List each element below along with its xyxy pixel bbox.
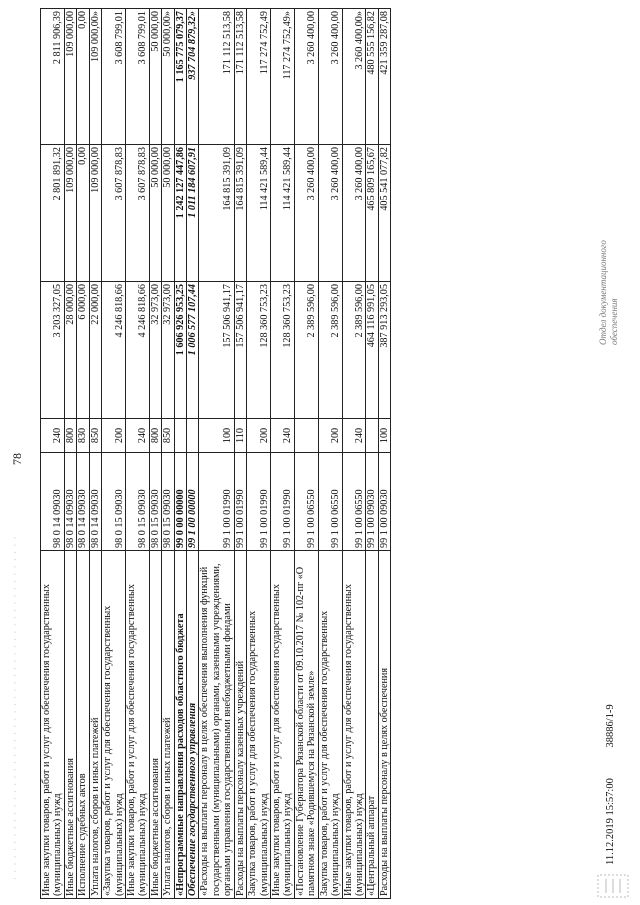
row-amount-2019-cell: 157 506 941,17 xyxy=(199,282,234,419)
row-amount-2021-cell: 3 260 400,00 xyxy=(294,9,318,145)
row-amount-2020-cell: 3 607 878,83 xyxy=(102,145,126,282)
table-row xyxy=(366,9,378,899)
row-code-cell: 99 1 00 01990 xyxy=(271,453,295,551)
table-row xyxy=(187,9,199,899)
row-amount-2021-cell: 3 608 799,01 xyxy=(125,9,149,145)
row-name-cell: Обеспечение государственного управления xyxy=(187,551,199,899)
row-vr-cell: 240 xyxy=(271,419,295,453)
row-name-cell: Исполнение судебных актов xyxy=(77,551,89,899)
row-code-cell: 99 1 00 06550 xyxy=(318,453,342,551)
row-code-cell: 99 0 00 00000 xyxy=(174,453,186,551)
row-amount-2021-cell: 50 000,00» xyxy=(162,9,174,145)
row-amount-2019-cell: 32 973,00 xyxy=(149,282,161,419)
row-vr-cell: 240 xyxy=(125,419,149,453)
row-amount-2019-cell: 4 246 818,66 xyxy=(102,282,126,419)
footer-doc-id: 38886/1-9 xyxy=(605,704,616,748)
table-row xyxy=(89,9,101,899)
row-name-cell: Расходы на выплаты персоналу казенных учреждений xyxy=(234,551,246,899)
table-row xyxy=(247,9,271,899)
row-amount-2019-cell: 387 913 293,05 xyxy=(378,282,390,419)
page-number: 78 xyxy=(10,453,24,465)
row-amount-2020-cell: 109 000,00 xyxy=(64,145,76,282)
row-name-cell: Иные закупки товаров, работ и услуг для обеспечения государственных (муниципальных) нужд xyxy=(271,551,295,899)
table-row xyxy=(294,9,318,899)
row-name-cell: Иные бюджетные ассигнования xyxy=(149,551,161,899)
budget-table xyxy=(40,8,391,899)
row-amount-2019-cell: 1 006 577 107,44 xyxy=(187,282,199,419)
row-vr-cell: 200 xyxy=(247,419,271,453)
row-vr-cell: 800 xyxy=(64,419,76,453)
row-name-cell: Закупка товаров, работ и услуг для обеспечения государственных (муниципальных) нужд xyxy=(318,551,342,899)
row-amount-2019-cell: 1 606 926 953,25 xyxy=(174,282,186,419)
table-row xyxy=(102,9,126,899)
row-amount-2019-cell: 6 000,00 xyxy=(77,282,89,419)
table-row xyxy=(199,9,234,899)
row-amount-2019-cell: 3 203 327,05 xyxy=(41,282,65,419)
row-vr-cell: 800 xyxy=(149,419,161,453)
row-vr-cell xyxy=(366,419,378,453)
table-row xyxy=(174,9,186,899)
row-name-cell: «Закупка товаров, работ и услуг для обеспечения государственных (муниципальных) нужд xyxy=(102,551,126,899)
row-amount-2020-cell: 1 011 184 607,91 xyxy=(187,145,199,282)
row-amount-2021-cell: 171 112 513,58 xyxy=(199,9,234,145)
row-name-cell: Иные закупки товаров, работ и услуг для обеспечения государственных (муниципальных) нужд xyxy=(342,551,366,899)
table-row xyxy=(64,9,76,899)
table-row xyxy=(318,9,342,899)
row-amount-2021-cell: 1 165 775 079,37 xyxy=(174,9,186,145)
row-amount-2019-cell: 464 116 991,05 xyxy=(366,282,378,419)
row-amount-2019-cell: 32 973,00 xyxy=(162,282,174,419)
row-amount-2019-cell: 128 360 753,23 xyxy=(271,282,295,419)
row-amount-2020-cell: 465 809 165,67 xyxy=(366,145,378,282)
table-row xyxy=(271,9,295,899)
row-code-cell: 98 0 14 09030 xyxy=(41,453,65,551)
row-amount-2019-cell: 2 389 596,00 xyxy=(318,282,342,419)
row-amount-2021-cell: 117 274 752,49 xyxy=(247,9,271,145)
row-code-cell: 98 0 14 09030 xyxy=(64,453,76,551)
row-vr-cell: 200 xyxy=(318,419,342,453)
row-amount-2020-cell: 3 260 400,00 xyxy=(318,145,342,282)
row-amount-2021-cell: 117 274 752,49» xyxy=(271,9,295,145)
table-row xyxy=(234,9,246,899)
table-row xyxy=(162,9,174,899)
row-amount-2019-cell: 4 246 818,66 xyxy=(125,282,149,419)
table-row xyxy=(77,9,89,899)
row-name-cell: Уплата налогов, сборов и иных платежей xyxy=(89,551,101,899)
row-amount-2020-cell: 164 815 391,09 xyxy=(199,145,234,282)
row-amount-2020-cell: 0,00 xyxy=(77,145,89,282)
row-amount-2019-cell: 28 000,00 xyxy=(64,282,76,419)
table-row xyxy=(378,9,390,899)
row-amount-2020-cell: 109 000,00 xyxy=(89,145,101,282)
row-vr-cell: 110 xyxy=(234,419,246,453)
row-name-cell: Иные закупки товаров, работ и услуг для обеспечения государственных (муниципальных) нужд xyxy=(125,551,149,899)
row-amount-2019-cell: 128 360 753,23 xyxy=(247,282,271,419)
row-vr-cell: 100 xyxy=(378,419,390,453)
row-amount-2021-cell: 937 704 879,32» xyxy=(187,9,199,145)
row-amount-2021-cell: 50 000,00 xyxy=(149,9,161,145)
row-name-cell: Иные закупки товаров, работ и услуг для обеспечения государственных (муниципальных) нужд xyxy=(41,551,65,899)
row-vr-cell: 850 xyxy=(89,419,101,453)
row-name-cell: «Центральный аппарат xyxy=(366,551,378,899)
row-amount-2020-cell: 2 801 891,32 xyxy=(41,145,65,282)
table-row xyxy=(149,9,161,899)
footer-department xyxy=(598,240,620,345)
row-code-cell: 99 1 00 09030 xyxy=(378,453,390,551)
row-name-cell: «Постановление Губернатора Рязанской области от 09.10.2017 № 102-пг «О памятном знаке «Родившемуся на Рязанской земле» xyxy=(294,551,318,899)
row-amount-2020-cell: 50 000,00 xyxy=(162,145,174,282)
table-row xyxy=(41,9,65,899)
stamp-mark-icon xyxy=(596,873,630,899)
budget-table-body xyxy=(41,9,391,899)
row-code-cell: 99 1 00 09030 xyxy=(366,453,378,551)
row-vr-cell xyxy=(294,419,318,453)
row-amount-2020-cell: 164 815 391,09 xyxy=(234,145,246,282)
row-amount-2020-cell: 1 242 127 447,86 xyxy=(174,145,186,282)
row-code-cell: 99 1 00 01990 xyxy=(234,453,246,551)
row-amount-2019-cell: 2 389 596,00 xyxy=(342,282,366,419)
row-code-cell: 99 1 00 06550 xyxy=(294,453,318,551)
row-code-cell: 98 0 15 09030 xyxy=(102,453,126,551)
row-code-cell: 98 0 15 09030 xyxy=(149,453,161,551)
row-name-cell: Иные бюджетные ассигнования xyxy=(64,551,76,899)
row-amount-2021-cell: 0,00 xyxy=(77,9,89,145)
row-code-cell: 98 0 15 09030 xyxy=(162,453,174,551)
footer-meta xyxy=(605,676,616,865)
row-amount-2021-cell: 109 000,00» xyxy=(89,9,101,145)
row-amount-2020-cell: 405 541 077,82 xyxy=(378,145,390,282)
row-code-cell: 98 0 14 09030 xyxy=(77,453,89,551)
row-vr-cell: 100 xyxy=(199,419,234,453)
row-name-cell: Уплата налогов, сборов и иных платежей xyxy=(162,551,174,899)
row-amount-2020-cell: 3 260 400,00 xyxy=(294,145,318,282)
row-code-cell: 98 0 14 09030 xyxy=(89,453,101,551)
row-name-cell: Расходы на выплаты персоналу в целях обеспечения xyxy=(378,551,390,899)
row-amount-2021-cell: 3 260 400,00 xyxy=(318,9,342,145)
row-code-cell: 99 1 00 06550 xyxy=(342,453,366,551)
faint-header-marks: · · · · · · · · · · · · · · · · · · · · · · · · · · · · · · · · · · · · · · · · · · · · · · · · xyxy=(10,535,20,880)
row-name-cell: Закупка товаров, работ и услуг для обеспечения государственных (муниципальных) нужд xyxy=(247,551,271,899)
row-name-cell: «Непрограммные направления расходов областного бюджета xyxy=(174,551,186,899)
row-amount-2021-cell: 480 555 156,82 xyxy=(366,9,378,145)
row-amount-2020-cell: 3 260 400,00 xyxy=(342,145,366,282)
row-code-cell: 98 0 15 09030 xyxy=(125,453,149,551)
row-vr-cell: 830 xyxy=(77,419,89,453)
table-row xyxy=(125,9,149,899)
row-vr-cell: 240 xyxy=(41,419,65,453)
row-amount-2021-cell: 421 359 287,08 xyxy=(378,9,390,145)
row-vr-cell xyxy=(174,419,186,453)
row-amount-2020-cell: 3 607 878,83 xyxy=(125,145,149,282)
row-amount-2019-cell: 22 000,00 xyxy=(89,282,101,419)
row-vr-cell: 240 xyxy=(342,419,366,453)
footer-datetime: 11.12.2019 15:57:00 xyxy=(605,778,616,865)
row-amount-2021-cell: 3 260 400,00» xyxy=(342,9,366,145)
row-name-cell: «Расходы на выплаты персоналу в целях обеспечения выполнения функций государственными (муниципальными) органами, казенными учреждениями, органами управления государственными внебюджетными фондами xyxy=(199,551,234,899)
row-amount-2020-cell: 50 000,00 xyxy=(149,145,161,282)
row-amount-2019-cell: 157 506 941,17 xyxy=(234,282,246,419)
row-amount-2021-cell: 109 000,00 xyxy=(64,9,76,145)
footer-dept-line1: Отдел документационного xyxy=(598,240,608,345)
table-row xyxy=(342,9,366,899)
row-code-cell: 99 1 00 00000 xyxy=(187,453,199,551)
row-code-cell: 99 1 00 01990 xyxy=(199,453,234,551)
row-code-cell: 99 1 00 01990 xyxy=(247,453,271,551)
row-amount-2021-cell: 171 112 513,58 xyxy=(234,9,246,145)
row-amount-2021-cell: 3 608 799,01 xyxy=(102,9,126,145)
row-amount-2020-cell: 114 421 589,44 xyxy=(271,145,295,282)
row-amount-2019-cell: 2 389 596,00 xyxy=(294,282,318,419)
footer-dept-line2: обеспечения xyxy=(608,298,619,345)
row-vr-cell: 200 xyxy=(102,419,126,453)
row-vr-cell xyxy=(187,419,199,453)
row-vr-cell: 850 xyxy=(162,419,174,453)
row-amount-2020-cell: 114 421 589,44 xyxy=(247,145,271,282)
row-amount-2021-cell: 2 811 906,39 xyxy=(41,9,65,145)
